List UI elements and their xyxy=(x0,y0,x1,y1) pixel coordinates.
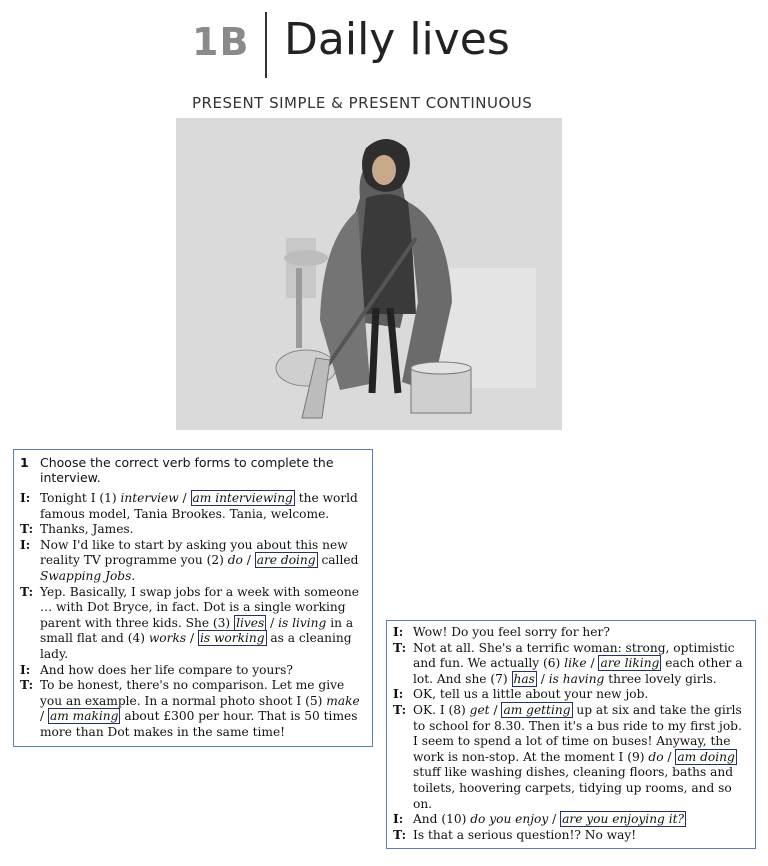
exercise-box-part-2 xyxy=(386,620,756,849)
speaker-label: I: xyxy=(20,662,31,677)
exercise-box-part-1 xyxy=(13,449,373,747)
dialogue-segment: / xyxy=(186,631,198,646)
dialogue-text xyxy=(413,687,749,703)
dialogue-line xyxy=(393,687,749,703)
title-divider xyxy=(265,12,267,78)
speaker-label: I: xyxy=(393,625,404,639)
dialogue-segment: Thanks, James. xyxy=(40,522,134,537)
verb-option: make xyxy=(326,693,360,708)
verb-option: is having xyxy=(548,671,605,686)
grammar-subtitle: PRESENT SIMPLE & PRESENT CONTINUOUS xyxy=(192,94,533,112)
verb-option: works xyxy=(148,631,187,646)
dialogue-segment: And how does her life compare to yours? xyxy=(40,662,293,677)
speaker-label: T: xyxy=(20,522,34,537)
dialogue-segment: up at six and take the girls to school for 8.30. Then it's a bus ride to my first job. I seem to spend a lot of time on buses! Anyway, the work is non-stop. At the moment I (9) xyxy=(413,702,742,764)
dialogue-left xyxy=(20,491,366,741)
dialogue-text xyxy=(413,828,749,844)
exercise-instruction xyxy=(20,455,366,485)
circled-answer: am making xyxy=(49,709,119,724)
dialogue-right xyxy=(393,625,749,843)
verb-option: Swapping Jobs xyxy=(40,568,132,583)
dialogue-segment: / xyxy=(266,615,279,630)
unit-number: 1B xyxy=(192,20,250,64)
verb-option: do you enjoy xyxy=(470,812,549,827)
dialogue-segment: And (10) xyxy=(413,812,471,827)
circled-answer: has xyxy=(513,671,535,686)
verb-option: get xyxy=(469,702,490,717)
dialogue-line xyxy=(393,641,749,688)
dialogue-text xyxy=(40,491,366,522)
dialogue-segment: / xyxy=(40,709,48,724)
unit-header xyxy=(0,0,768,90)
verb-option: like xyxy=(564,656,587,671)
circled-answer: lives xyxy=(236,615,265,630)
speaker-label: I: xyxy=(20,537,31,552)
dialogue-segment: Is that a serious question!? No way! xyxy=(413,827,637,842)
dialogue-segment: . xyxy=(131,568,136,583)
verb-option: is living xyxy=(278,615,327,630)
dialogue-line xyxy=(20,522,366,538)
dialogue-segment: about £300 per hour. That is 50 times more than Dot makes in the same time! xyxy=(40,709,358,739)
circled-answer: is working xyxy=(199,631,265,646)
dialogue-segment: / xyxy=(536,671,549,686)
verb-option: do xyxy=(227,553,243,568)
dialogue-text xyxy=(40,678,366,740)
speaker-label: T: xyxy=(20,678,34,693)
illustration-woman-mopping xyxy=(176,118,562,430)
dialogue-text xyxy=(40,538,366,585)
dialogue-line xyxy=(20,663,366,679)
dialogue-text xyxy=(413,812,749,828)
dialogue-segment: each other a lot. And she (7) xyxy=(413,656,743,686)
dialogue-line xyxy=(20,491,366,522)
speaker-label: T: xyxy=(20,584,34,599)
dialogue-segment: Tonight I (1) xyxy=(40,491,121,505)
dialogue-text xyxy=(40,585,366,663)
circled-answer: are you enjoying it? xyxy=(562,812,685,827)
dialogue-segment: Not at all. She's a terrific woman: strong, optimistic and fun. We actually (6) xyxy=(413,640,735,671)
dialogue-segment: OK, tell us a little about your new job. xyxy=(413,687,649,702)
dialogue-segment: Yep. Basically, I swap jobs for a week with someone … with Dot Bryce, in fact. Dot is a single working parent with three kids. She (3) xyxy=(40,584,359,630)
dialogue-segment: To be honest, there's no comparison. Let me give you an example. In a normal photo shoot I (5) xyxy=(40,678,345,708)
dialogue-segment: / xyxy=(663,749,676,764)
verb-option: interview xyxy=(120,491,179,505)
dialogue-segment: called xyxy=(317,553,359,568)
dialogue-line xyxy=(393,625,749,641)
dialogue-segment: / xyxy=(548,812,561,827)
illustration-drawing xyxy=(176,118,562,430)
dialogue-segment: the world famous model, Tania Brookes. Tania, welcome. xyxy=(40,491,358,521)
circled-answer: are doing xyxy=(256,553,316,568)
dialogue-line xyxy=(20,538,366,585)
circled-answer: are liking xyxy=(600,656,660,671)
exercise-number: 1 xyxy=(20,455,29,470)
dialogue-segment: three lovely girls. xyxy=(604,671,717,686)
speaker-label: I: xyxy=(393,812,404,827)
dialogue-text xyxy=(40,663,366,679)
speaker-label: T: xyxy=(393,827,407,842)
speaker-label: I: xyxy=(20,491,31,505)
page-title: Daily lives xyxy=(284,14,510,65)
dialogue-text xyxy=(413,703,749,812)
dialogue-text xyxy=(413,641,749,688)
dialogue-segment: / xyxy=(586,656,599,671)
dialogue-segment: / xyxy=(242,553,255,568)
dialogue-segment: Wow! Do you feel sorry for her? xyxy=(413,625,610,639)
dialogue-line xyxy=(393,812,749,828)
dialogue-segment: / xyxy=(489,702,502,717)
dialogue-line xyxy=(393,703,749,812)
dialogue-segment: Now I'd like to start by asking you about this new reality TV programme you (2) xyxy=(40,537,348,568)
instruction-text: Choose the correct verb forms to complete the interview. xyxy=(40,455,334,485)
dialogue-segment: stuff like washing dishes, cleaning floors, baths and toilets, hoovering carpets, tidying up rooms, and so on. xyxy=(413,765,734,811)
dialogue-text xyxy=(40,522,366,538)
verb-option: do xyxy=(648,749,664,764)
speaker-label: T: xyxy=(393,702,407,717)
speaker-label: T: xyxy=(393,640,407,655)
dialogue-line xyxy=(393,828,749,844)
circled-answer: am getting xyxy=(503,702,571,717)
dialogue-segment: as a cleaning lady. xyxy=(40,631,352,661)
dialogue-segment: / xyxy=(178,491,191,505)
dialogue-line xyxy=(20,678,366,740)
circled-answer: am interviewing xyxy=(192,491,293,505)
dialogue-text xyxy=(413,625,749,641)
dialogue-line xyxy=(20,585,366,663)
dialogue-segment: in a small flat and (4) xyxy=(40,615,354,646)
dialogue-segment: OK. I (8) xyxy=(413,702,470,717)
circled-answer: am doing xyxy=(677,749,735,764)
speaker-label: I: xyxy=(393,687,404,702)
